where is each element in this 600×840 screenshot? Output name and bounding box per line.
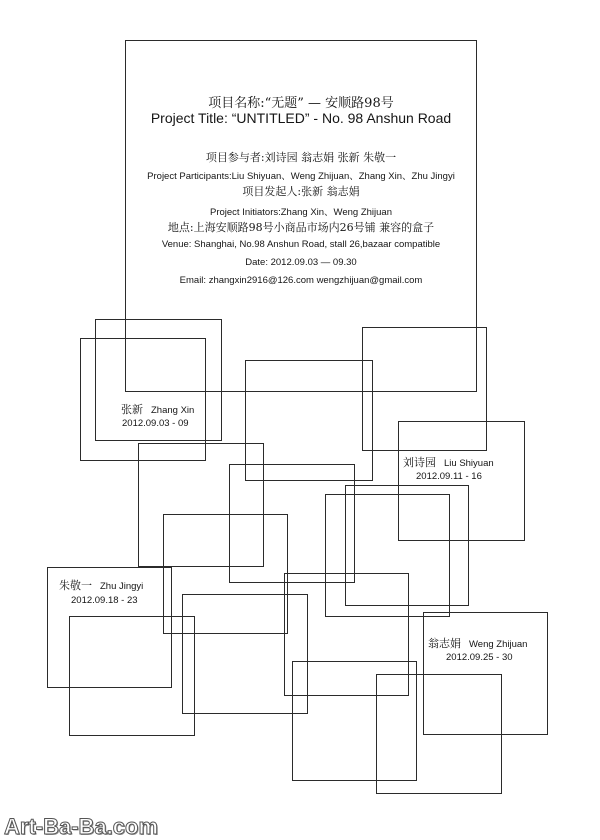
- project-title-en: Project Title: “UNTITLED” - No. 98 Anshun Road: [150, 110, 452, 126]
- outline-frame: [245, 360, 373, 481]
- artist-dates: 2012.09.03 - 09: [122, 418, 189, 429]
- artist-name-cn: 刘诗园: [403, 456, 436, 469]
- artist-name-cn: 张新: [121, 403, 143, 416]
- venue-en: Venue: Shanghai, No.98 Anshun Road, stall 26,bazaar compatible: [161, 239, 441, 250]
- artist-name-en: Liu Shiyuan: [444, 458, 494, 469]
- venue-cn: 地点:上海安顺路98号小商品市场内26号铺 兼容的盒子: [167, 221, 435, 234]
- initiators-en: Project Initiators:Zhang Xin、Weng Zhijuan: [210, 207, 392, 218]
- artist-name: [121, 401, 194, 417]
- contact-email: Email: zhangxin2916@126.com wengzhijuan@gmail.com: [179, 275, 423, 286]
- artist-name-cn: 翁志娟: [428, 637, 461, 650]
- exhibition-date: Date: 2012.09.03 — 09.30: [245, 257, 357, 268]
- artist-name: [59, 577, 143, 593]
- artist-name: [403, 454, 494, 470]
- artist-dates: 2012.09.25 - 30: [446, 652, 513, 663]
- watermark-logo: Art-Ba-Ba.com: [4, 814, 159, 839]
- artist-name: [428, 635, 527, 651]
- artist-dates: 2012.09.18 - 23: [71, 595, 138, 606]
- artist-name-cn: 朱敬一: [59, 579, 92, 592]
- participants-cn: 项目参与者:刘诗园 翁志娟 张新 朱敬一: [205, 151, 397, 164]
- artist-name-en: Zhu Jingyi: [100, 581, 144, 592]
- initiators-cn: 项目发起人:张新 翁志娟: [242, 185, 360, 198]
- participants-en: Project Participants:Liu Shiyuan、Weng Zhijuan、Zhang Xin、Zhu Jingyi: [147, 171, 455, 182]
- artist-dates: 2012.09.11 - 16: [416, 471, 482, 482]
- outline-frame: [376, 674, 502, 794]
- artist-name-en: Weng Zhijuan: [469, 639, 528, 650]
- artist-name-en: Zhang Xin: [151, 405, 195, 416]
- outline-frame: [69, 616, 195, 736]
- project-title-cn: 项目名称:“无题” — 安顺路98号: [208, 96, 394, 111]
